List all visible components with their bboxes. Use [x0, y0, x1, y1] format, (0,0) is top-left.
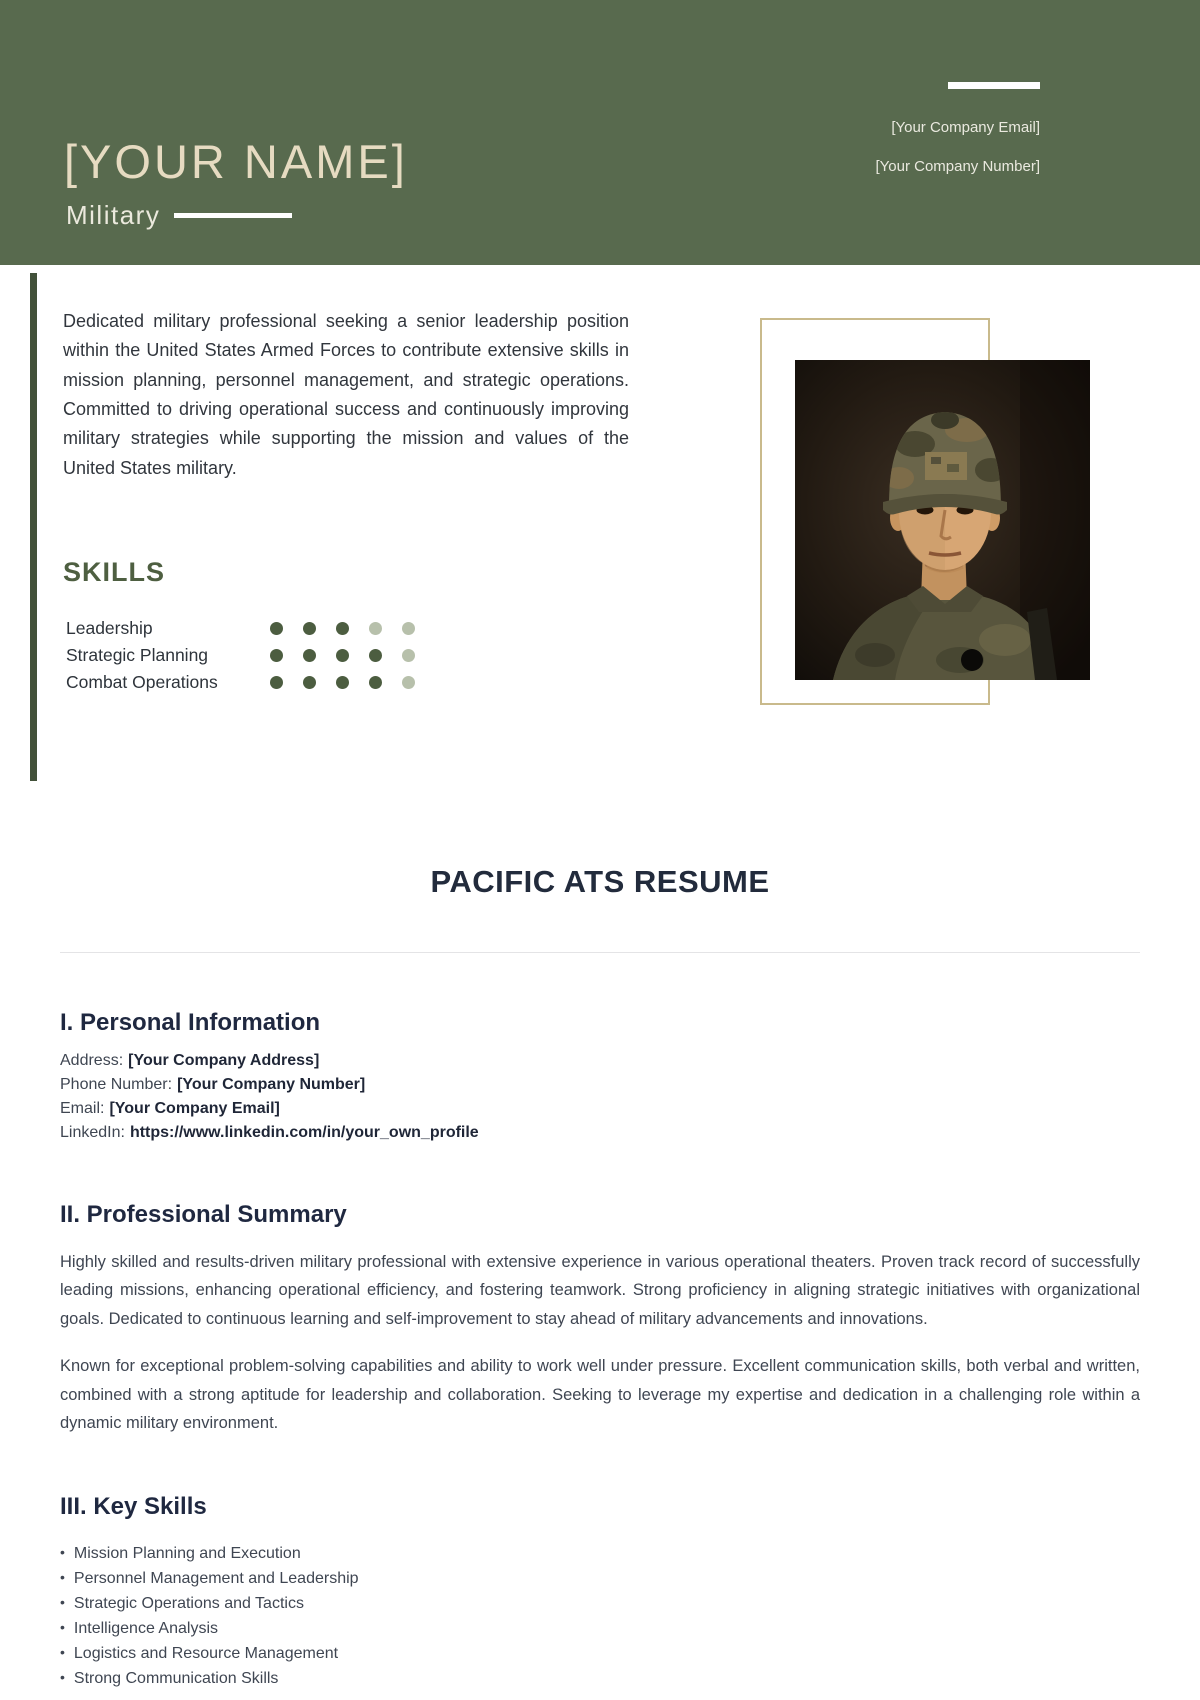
key-skill-item: • Strong Communication Skills: [60, 1666, 1140, 1691]
resume-body: [60, 800, 1140, 1691]
document-title: PACIFIC ATS RESUME: [430, 864, 770, 899]
key-skill-item: • Intelligence Analysis: [60, 1616, 1140, 1641]
skills-list: [66, 615, 415, 696]
key-skill-item: • Logistics and Resource Management: [60, 1641, 1140, 1666]
rating-dot: [303, 676, 316, 689]
section-personal-heading: I. Personal Information: [60, 1009, 321, 1036]
rating-dot: [336, 622, 349, 635]
info-value: [Your Company Address]: [128, 1052, 320, 1069]
section-summary-heading: II. Professional Summary: [60, 1201, 347, 1228]
summary-paragraph-2: Known for exceptional problem-solving capabilities and ability to work well under pressure. Excellent communication skills, both verbal and written, combined with a strong aptitude for leadership and collaboration. Seeking to leverage my expertise and dedication in a challenging role within a dynamic military environment.: [60, 1357, 1140, 1432]
header-phone: [Your Company Number]: [875, 158, 1040, 175]
rating-dot: [303, 622, 316, 635]
rating-dot: [336, 649, 349, 662]
rating-dot: [270, 676, 283, 689]
section-divider: [60, 952, 1140, 953]
info-value: [Your Company Email]: [109, 1100, 280, 1117]
info-label: Address:: [60, 1052, 124, 1069]
rating-dot: [303, 649, 316, 662]
skill-rating-dots: [270, 676, 415, 689]
skill-name: Combat Operations: [66, 672, 218, 692]
rating-dot: [402, 676, 415, 689]
personal-info-line: [60, 1049, 1140, 1073]
linkedin-link[interactable]: https://www.linkedin.com/in/your_own_profile: [129, 1124, 479, 1141]
rating-dot: [402, 622, 415, 635]
rating-dot: [270, 622, 283, 635]
personal-info-line: [60, 1121, 1140, 1145]
left-accent-bar: [30, 273, 37, 781]
key-skills-list: [60, 1541, 1140, 1691]
rating-dot: [402, 649, 415, 662]
header-email: [Your Company Email]: [891, 119, 1040, 136]
header-accent-bar: [948, 82, 1040, 89]
rating-dot: [369, 649, 382, 662]
key-skill-item: • Mission Planning and Execution: [60, 1541, 1140, 1566]
soldier-photo: [795, 360, 1090, 680]
skill-rating-dots: [270, 622, 415, 635]
rating-dot: [270, 649, 283, 662]
info-label: Email:: [60, 1100, 105, 1117]
info-label: Phone Number:: [60, 1076, 173, 1093]
skill-name: Strategic Planning: [66, 645, 209, 665]
header-contact: [875, 82, 1040, 175]
skill-row: [66, 615, 415, 642]
rating-dot: [336, 676, 349, 689]
skill-name: Leadership: [66, 618, 153, 638]
role-underline: [174, 213, 292, 218]
key-skill-item: • Strategic Operations and Tactics: [60, 1591, 1140, 1616]
info-value: [Your Company Number]: [177, 1076, 366, 1093]
rating-dot: [369, 622, 382, 635]
header-band: [0, 0, 1200, 265]
intro-section: [0, 265, 1200, 800]
section-key-skills-heading: III. Key Skills: [60, 1493, 207, 1521]
skill-row: [66, 642, 415, 669]
summary-paragraph-1: Highly skilled and results-driven military professional with extensive experience in various operational theaters. Proven track record of successfully leading missions, enhancing operational efficiency, and fostering teamwork. Strong proficiency in aligning strategic initiatives with organizational goals. Dedicated to continuous learning and self-improvement to stay ahead of military advancements and innovations.: [60, 1253, 1140, 1328]
skills-heading: SKILLS: [63, 557, 166, 587]
personal-info-line: [60, 1073, 1140, 1097]
candidate-role-row: [66, 200, 292, 231]
personal-info-line: [60, 1097, 1140, 1121]
objective-text: Dedicated military professional seeking a senior leadership position within the United States Armed Forces to contribute extensive skills in mission planning, personnel management, and strategic operations. Committed to driving operational success and continuously improving military strategies while supporting the mission and values of the United States military.: [63, 311, 629, 478]
candidate-role: Military: [66, 200, 161, 230]
info-label: LinkedIn:: [60, 1124, 125, 1141]
skill-row: [66, 669, 415, 696]
rating-dot: [369, 676, 382, 689]
skill-rating-dots: [270, 649, 415, 662]
candidate-name: [YOUR NAME]: [64, 135, 408, 188]
key-skill-item: • Personnel Management and Leadership: [60, 1566, 1140, 1591]
personal-info-list: [60, 1049, 1140, 1145]
